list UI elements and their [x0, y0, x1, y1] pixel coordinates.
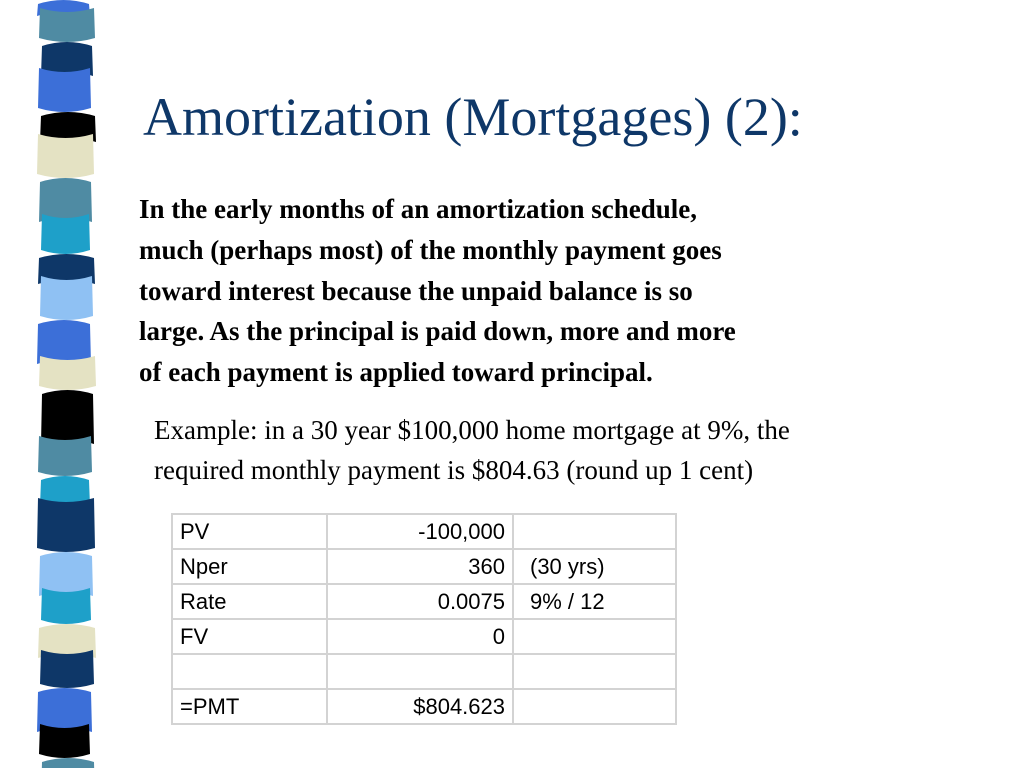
stripe-block — [41, 214, 90, 254]
row-label-cell: Rate — [172, 584, 327, 619]
stripe-block — [37, 498, 95, 552]
table-row — [172, 514, 676, 549]
slide-title: Amortization (Mortgages) (2): — [143, 87, 803, 147]
intro-line: In the early months of an amortization schedule, — [139, 194, 697, 224]
row-value-cell: -100,000 — [327, 514, 513, 549]
stripe-block — [39, 178, 92, 222]
stripe-block — [37, 134, 94, 178]
example-line: required monthly payment is $804.63 (round up 1 cent) — [154, 455, 754, 485]
intro-line: toward interest because the unpaid balance is so — [139, 275, 693, 306]
row-note-cell — [513, 654, 676, 689]
table-row — [172, 619, 676, 654]
example-paragraph — [154, 410, 1014, 490]
table-row — [172, 549, 676, 584]
row-label-cell: Nper — [172, 549, 327, 584]
stripe-block — [38, 68, 91, 112]
intro-line: large. As the principal is paid down, more and more — [139, 316, 736, 347]
intro-line: much (perhaps most) of the monthly payment goes — [139, 234, 722, 265]
stripe-block — [41, 588, 91, 624]
stripe-block — [40, 650, 94, 688]
stripe-block — [39, 724, 90, 758]
row-value-cell: 360 — [327, 549, 513, 584]
stripe-block — [38, 436, 92, 476]
example-line: Example: in a 30 year $100,000 home mortgage at 9%, the — [154, 415, 790, 445]
table-row — [172, 689, 676, 724]
row-label-cell: PV — [172, 514, 327, 549]
row-note-cell — [513, 689, 676, 724]
row-note-cell — [513, 619, 676, 654]
row-label-cell: FV — [172, 619, 327, 654]
stripe-block — [39, 8, 95, 42]
decorative-stripe-bar — [0, 0, 120, 768]
stripe-block — [41, 390, 94, 444]
stripe-block — [39, 552, 93, 596]
stripe-block — [37, 688, 92, 732]
row-note-cell — [513, 514, 676, 549]
stripe-block — [40, 276, 93, 320]
table-row — [172, 654, 676, 689]
pmt-calculation-table — [171, 513, 677, 725]
stripe-block — [39, 356, 96, 390]
table-row — [172, 584, 676, 619]
row-value-cell: 0.0075 — [327, 584, 513, 619]
row-label-cell: =PMT — [172, 689, 327, 724]
row-value-cell: $804.623 — [327, 689, 513, 724]
row-value-cell — [327, 654, 513, 689]
row-note-cell: 9% / 12 — [513, 584, 676, 619]
row-label-cell — [172, 654, 327, 689]
row-note-cell: (30 yrs) — [513, 549, 676, 584]
row-value-cell: 0 — [327, 619, 513, 654]
intro-line: of each payment is applied toward principal. — [139, 357, 653, 388]
intro-paragraph — [139, 189, 919, 393]
